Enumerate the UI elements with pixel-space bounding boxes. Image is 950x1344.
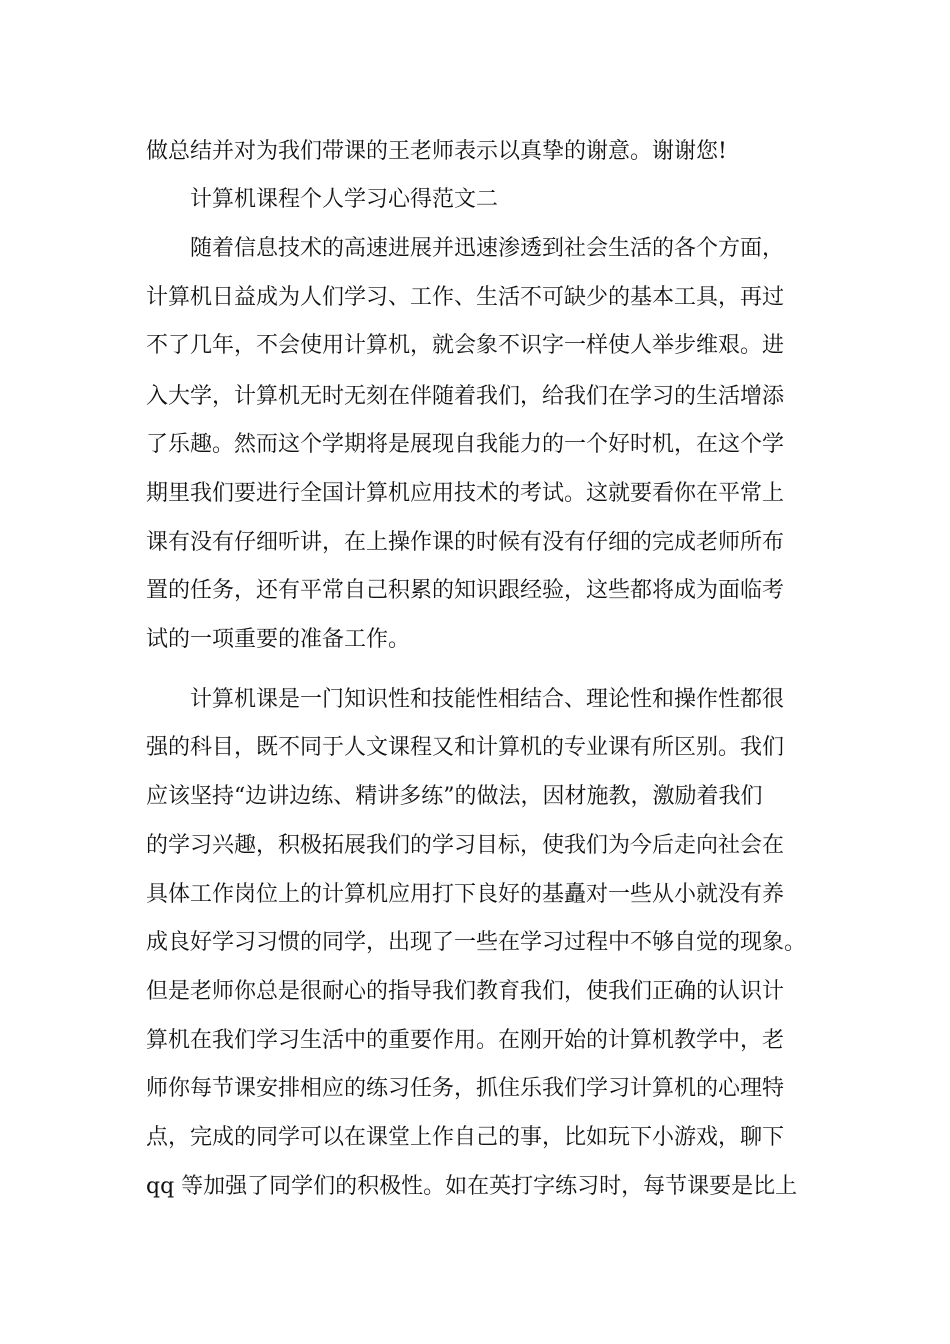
paragraph-line: 计算机课是一门知识性和技能性相结合、理论性和操作性都很 [190,687,785,712]
paragraph-line: 应该坚持“边讲边练、精讲多练”的做法，因材施教，激励着我们 [146,784,763,809]
paragraph-line: 点，完成的同学可以在课堂上作自己的事，比如玩下小游戏，聊下 [146,1125,785,1150]
paragraph-line: 入大学，计算机无时无刻在伴随着我们，给我们在学习的生活增添 [146,384,785,409]
paragraph-line: 具体工作岗位上的计算机应用打下良好的基矗对一些从小就没有养 [146,882,785,907]
paragraph-line: 了乐趣。然而这个学期将是展现自我能力的一个好时机，在这个学 [146,432,785,457]
paragraph-line: 计算机日益成为人们学习、工作、生活不可缺少的基本工具，再过 [146,285,785,310]
paragraph-line: 课有没有仔细听讲，在上操作课的时候有没有仔细的完成老师所布 [146,530,785,555]
paragraph-line: 期里我们要进行全国计算机应用技术的考试。这就要看你在平常上 [146,481,785,506]
section-heading: 计算机课程个人学习心得范文二 [190,187,499,212]
paragraph-line: 不了几年，不会使用计算机，就会象不识字一样使人举步维艰。进 [146,333,785,358]
paragraph-line: 强的科目，既不同于人文课程又和计算机的专业课有所区别。我们 [146,735,785,760]
paragraph-line: 师你每节课安排相应的练习任务，抓住乐我们学习计算机的心理特 [146,1076,785,1101]
paragraph-line: 成良好学习习惯的同学，出现了一些在学习过程中不够自觉的现象。 [146,930,807,955]
paragraph-line: 的学习兴趣，积极拓展我们的学习目标，使我们为今后走向社会在 [146,833,785,858]
paragraph-line: 算机在我们学习生活中的重要作用。在刚开始的计算机教学中，老 [146,1028,785,1053]
paragraph-line: 置的任务，还有平常自己积累的知识跟经验，这些都将成为面临考 [146,578,785,603]
paragraph-line: 做总结并对为我们带课的王老师表示以真挚的谢意。谢谢您! [146,139,727,164]
paragraph-line: qq 等加强了同学们的积极性。如在英打字练习时，每节课要是比上 [146,1174,798,1199]
paragraph-line: 随着信息技术的高速进展并迅速渗透到社会生活的各个方面， [190,236,785,261]
paragraph-line: 但是老师你总是很耐心的指导我们教育我们，使我们正确的认识计 [146,979,785,1004]
paragraph-line: 试的一项重要的准备工作。 [146,627,411,652]
